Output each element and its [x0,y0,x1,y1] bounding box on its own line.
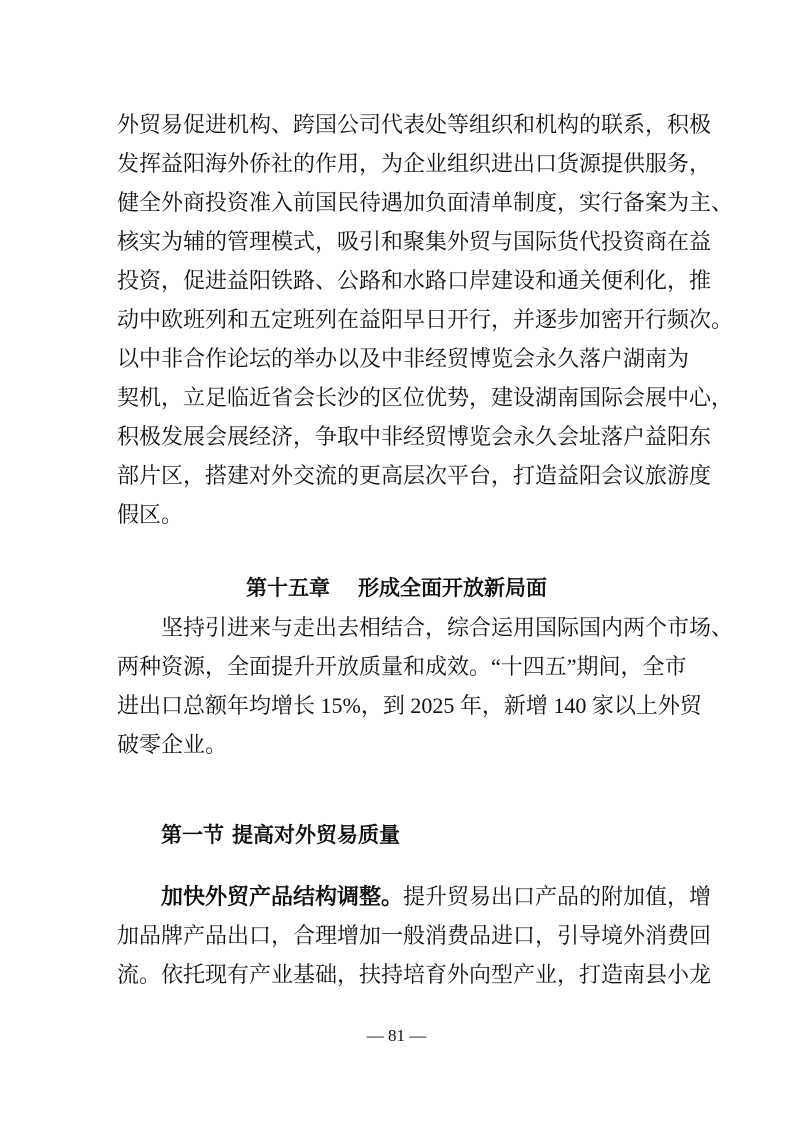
text-line: 坚持引进来与走出去相结合，综合运用国际国内两个市场、 [161,615,734,640]
text-line: 投资，促进益阳铁路、公路和水路口岸建设和通关便利化，推 [117,268,712,293]
text-line: 假区。 [117,502,184,527]
text-line: 加品牌产品出口，合理增加一般消费品进口，引导境外消费回 [117,923,712,948]
text-line: 流。依托现有产业基础，扶持培育外向型产业，打造南县小龙 [117,962,712,987]
text-line: 积极发展会展经济，争取中非经贸博览会永久会址落户益阳东 [117,424,712,449]
text-line: 健全外商投资准入前国民待遇加负面清单制度，实行备案为主、 [117,190,734,215]
chapter-heading [0,573,793,603]
section-number: 第一节 [161,823,224,847]
text-line: 破零企业。 [117,732,228,757]
text-line: 动中欧班列和五定班列在益阳早日开行，并逐步加密开行频次。 [117,307,734,332]
page-number: — 81 — [366,1026,427,1045]
text-line: 契机，立足临近省会长沙的区位优势，建设湖南国际会展中心， [117,385,734,410]
text-line: 外贸易促进机构、跨国公司代表处等组织和机构的联系，积极 [117,112,712,137]
chapter-number: 第十五章 [246,576,330,600]
section-heading [161,820,400,850]
text-line: 发挥益阳海外侨社的作用，为企业组织进出口货源提供服务， [117,151,712,176]
text-line: 部片区，搭建对外交流的更高层次平台，打造益阳会议旅游度 [117,463,712,488]
text-line: 以中非合作论坛的举办以及中非经贸博览会永久落户湖南为 [117,346,690,371]
paragraph-lead: 加快外贸产品结构调整。 [161,884,404,909]
text-line: 两种资源，全面提升开放质量和成效。“十四五”期间，全市 [117,654,687,679]
section-title: 提高对外贸易质量 [232,823,400,847]
chapter-title: 形成全面开放新局面 [358,576,547,600]
text-line: 进出口总额年均增长 15%，到 2025 年，新增 140 家以上外贸 [117,693,702,718]
text-line [161,882,712,912]
text-line: 核实为辅的管理模式，吸引和聚集外贸与国际货代投资商在益 [117,229,712,254]
paragraph-text: 提升贸易出口产品的附加值，增 [403,884,712,909]
